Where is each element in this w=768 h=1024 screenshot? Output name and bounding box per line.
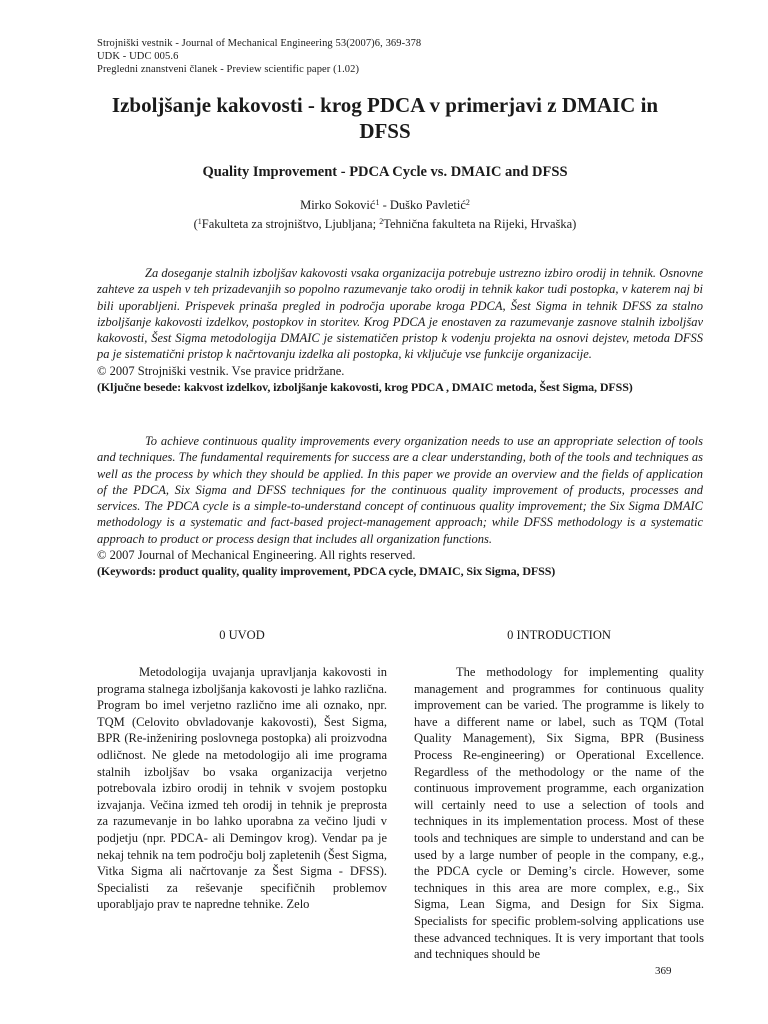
author-line bbox=[90, 197, 680, 213]
journal-citation: Strojniški vestnik - Journal of Mechanical Engineering 53(2007)6, 369-378 bbox=[97, 38, 422, 49]
column-english bbox=[414, 626, 704, 963]
paper-subtitle: Quality Improvement - PDCA Cycle vs. DMAIC and DFSS bbox=[202, 164, 568, 180]
abstract-text: To achieve continuous quality improvements every organization needs to use an appropriate selection of tools and techniques. The fundamental requirements for success are a clear understanding, both of the tools and techniques as well as the process by which they should be applied. In this paper we provide an overview and the fields of application of the PDCA, Six Sigma and DFSS techniques for the continuous quality improvement of products, processes and services. The PDCA cycle is a simple-to-understand concept of continuous quality improvement; the Six Sigma DMAIC methodology is a systematic and fact-based project-management approach; while DFSS methodology is a systematic approach to product or process design that includes all organization functions. bbox=[97, 434, 703, 546]
page-number: 369 bbox=[655, 965, 672, 977]
section-heading: 0 INTRODUCTION bbox=[507, 628, 611, 642]
keywords: (Ključne besede: kakvost izdelkov, izboljšanje kakovosti, krog PDCA , DMAIC metoda, Šest Sigma, DFSS) bbox=[97, 380, 633, 395]
affil-mark: 2 bbox=[379, 217, 384, 226]
abstract-english bbox=[97, 433, 703, 580]
author-affil-mark: 1 bbox=[375, 198, 380, 207]
journal-header bbox=[97, 37, 421, 76]
author-separator: - bbox=[379, 198, 390, 212]
affiliation-text: Tehnična fakulteta na Rijeki, Hrvaška) bbox=[383, 217, 577, 231]
author-name: Mirko Soković bbox=[300, 198, 376, 212]
section-heading: 0 UVOD bbox=[219, 628, 265, 642]
paper-title: Izboljšanje kakovosti - krog PDCA v primerjavi z DMAIC in DFSS bbox=[111, 93, 659, 143]
affil-mark: 1 bbox=[197, 217, 202, 226]
copyright-notice: © 2007 Journal of Mechanical Engineering. All rights reserved. bbox=[97, 548, 416, 563]
udk-code: UDK - UDC 005.6 bbox=[97, 51, 179, 62]
author-name: Duško Pavletić bbox=[389, 198, 466, 212]
author-affil-mark: 2 bbox=[465, 198, 470, 207]
abstract-text: Za doseganje stalnih izboljšav kakovosti vsaka organizacija potrebuje ustrezno izbiro orodij in tehnik. Osnovne zahteve za uspeh v teh prizadevanjih so popolno razumevanje tako orodij in tehnik kakor tudi postopka, v katerem naj bi bili uporabljeni. Prispevek prinaša pregled in področja uporabe kroga PDCA, Šest Sigma in tehnik DFSS za stalno izboljšanje kakovosti izdelkov, postopkov in storitev. Krog PDCA je enostaven za razumevanje zasnove stalnih izboljšav kakovosti, Šest Sigma metodologija DMAIC je sistematičen pristop k vodenju projekta na osnovi dejstev, metoda DFSS pa je sistematični pristop k načrtovanju izdelka ali postopka, ki vključuje vse funkcije organizacije. bbox=[97, 266, 703, 362]
affil-open-paren: ( bbox=[193, 217, 198, 231]
section-paragraph: The methodology for implementing quality management and programmes for continuous quality improvement can be varied. The programme is likely to have a different name or label, such as TQM (Total Quality Management), Six Sigma, BPR (Business Process Re-engineering) or Operational Excellence. Regardless of the methodology or the name of the continuous improvement programme, each organization will certainly need to use a selection of tools and techniques in its implementation process. Most of these tools and techniques are simple to understand and can be used by a large number of people in the company, e.g., the PDCA cycle or Deming’s circle. However, some techniques in this area are more complex, e.g., Six Sigma, Lean Sigma, and Design for Six Sigma. Specialists for specific problem-solving applications use these advanced techniques. It is very important that tools and techniques should be bbox=[414, 665, 704, 962]
affiliation-line bbox=[90, 216, 680, 232]
copyright-notice: © 2007 Strojniški vestnik. Vse pravice pridržane. bbox=[97, 363, 345, 378]
abstract-slovene bbox=[97, 265, 703, 395]
section-paragraph: Metodologija uvajanja upravljanja kakovosti in programa stalnega izboljšanja kakovosti je lahko različna. Program bo imel verjetno različno ime ali oznako, npr. TQM (Celovito obvladovanje kakovosti), Šest Sigma, BPR (Re-inženiring poslovnega postopka) ali proizvodna odličnost. Ne glede na metodologijo ali ime programa stalnih izboljšav bo vsaka organizacija verjetno potrebovala izbiro orodij in tehnik v svojem postopku izvajanja. Večina izmed teh orodij in tehnik je preprosta za razumevanje in bo lahko uporabna za večino ljudi v podjetju (npr. PDCA- ali Demingov krog). Vendar pa je nekaj tehnik na tem področju bolj zapletenih (Šest Sigma, Vitka Sigma ali načrtovanje za Šest Sigma - DFSS). Specialisti za reševanje specifičnih problemov uporabljajo prav te napredne tehnike. Zelo bbox=[97, 665, 387, 912]
column-slovene bbox=[97, 626, 387, 913]
keywords: (Keywords: product quality, quality improvement, PDCA cycle, DMAIC, Six Sigma, DFSS) bbox=[97, 564, 556, 579]
paper-type: Pregledni znanstveni članek - Preview scientific paper (1.02) bbox=[97, 64, 360, 75]
affiliation-text: Fakulteta za strojništvo, Ljubljana; bbox=[201, 217, 380, 231]
